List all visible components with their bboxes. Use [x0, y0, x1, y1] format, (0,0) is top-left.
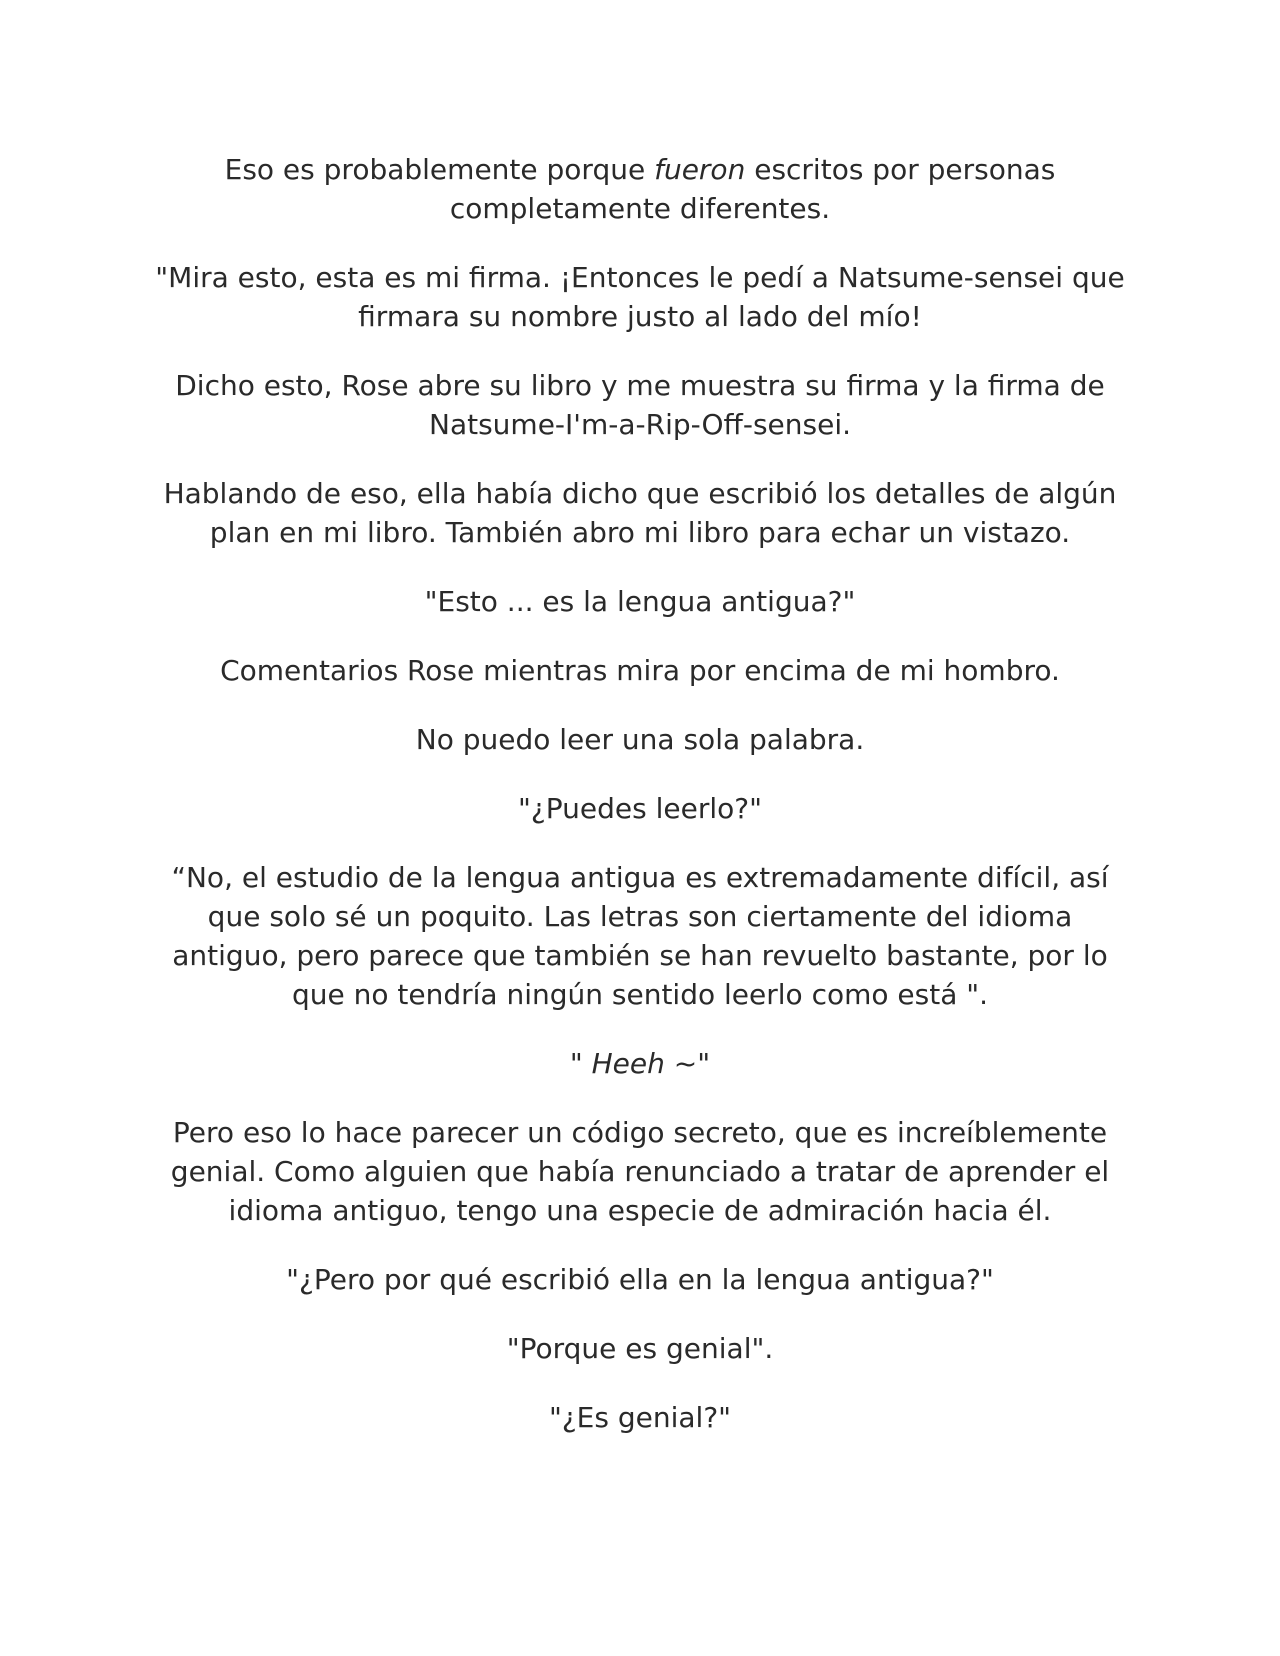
paragraph-10-end: ~"	[664, 1047, 711, 1080]
paragraph-2: "Mira esto, esta es mi firma. ¡Entonces le pedí a Natsume-sensei que firmara su nombre justo al lado del mío!	[155, 261, 1125, 333]
paragraph-1-end: escritos por personas completamente diferentes.	[449, 153, 1056, 225]
paragraph-3: Dicho esto, Rose abre su libro y me muestra su firma y la firma de Natsume-I'm-a-Rip-Off-sensei.	[175, 369, 1105, 441]
paragraph-12: "¿Pero por qué escribió ella en la lengua antigua?"	[286, 1263, 994, 1296]
paragraph-8: "¿Puedes leerlo?"	[518, 792, 762, 825]
paragraph-10-start: "	[569, 1047, 592, 1080]
paragraph-7: No puedo leer una sola palabra.	[415, 723, 865, 756]
paragraph-10	[150, 1044, 1130, 1083]
paragraph-13: "Porque es genial".	[506, 1332, 774, 1365]
story-text	[150, 150, 1130, 1467]
paragraph-9: “No, el estudio de la lengua antigua es extremadamente difícil, así que solo sé un poquito. Las letras son ciertamente del idioma antiguo, pero parece que también se han revuelto bastante, por lo que no tendría ningún sentido leerlo como está ".	[171, 861, 1109, 1011]
paragraph-11: Pero eso lo hace parecer un código secreto, que es increíblemente genial. Como alguien que había renunciado a tratar de aprender el idioma antiguo, tengo una especie de admiración hacia él.	[170, 1116, 1110, 1227]
paragraph-5: "Esto ... es la lengua antigua?"	[424, 585, 856, 618]
paragraph-1-start: Eso es probablemente porque	[224, 153, 655, 186]
paragraph-1	[150, 150, 1130, 228]
paragraph-6: Comentarios Rose mientras mira por encima de mi hombro.	[220, 654, 1060, 687]
paragraph-4: Hablando de eso, ella había dicho que escribió los detalles de algún plan en mi libro. También abro mi libro para echar un vistazo.	[163, 477, 1117, 549]
emphasis-heeh: Heeh	[591, 1047, 665, 1080]
emphasis-fueron: fueron	[654, 153, 746, 186]
paragraph-14: "¿Es genial?"	[548, 1401, 732, 1434]
